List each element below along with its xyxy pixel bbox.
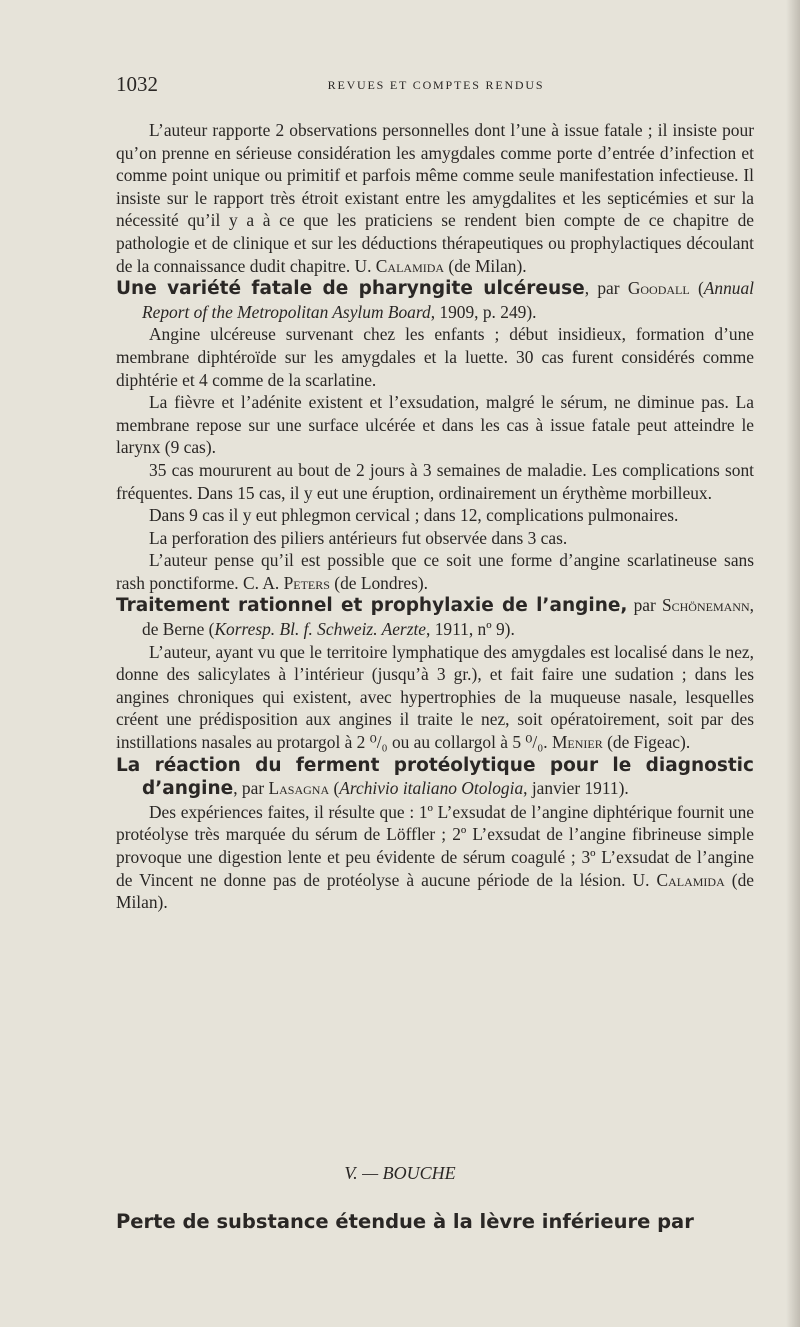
text-run: L’auteur, ayant vu que le territoire lymphatique des amygdales est localisé dans le nez, donne des salicylates à l’intérieur (jusqu’à 3 gr.), et fait faire une sudation ; dans les angines chroniques qui existent, avec hypertrophies de la muqueuse nasale, lesquelles créent une prédisposition aux angines il traite le nez, soit opératoirement, soit par des instillations nasales au protargol à 2 ⁰/₀ ou au collargol à 5 ⁰/₀.	[116, 641, 754, 753]
page-edge-shadow	[786, 0, 800, 1327]
text-run: , par	[233, 778, 269, 799]
journal-title: Korresp. Bl. f. Schweiz. Aerzte	[214, 619, 427, 640]
entry-title-text: Traitement rationnel et prophylaxie de l’angine,	[116, 595, 628, 617]
body-paragraph	[116, 459, 754, 504]
body-paragraph	[116, 323, 754, 391]
text-run: , de Berne (	[142, 595, 754, 640]
text-run: Angine ulcéreuse survenant chez les enfants ; début insidieux, formation d’une membrane diphtéroïde sur les amygdales et la luette. 30 cas furent considérés comme diphtérie et 4 comme de la scarlatine.	[116, 324, 754, 390]
section-title: BOUCHE	[382, 1163, 456, 1183]
author-name: U. Calamida	[354, 255, 445, 276]
body-paragraph	[116, 391, 754, 459]
section-dash: —	[362, 1163, 379, 1183]
text-run: , 1911, nº 9).	[426, 619, 515, 640]
text-run: La perforation des piliers antérieurs fut observée dans 3 cas.	[149, 527, 568, 548]
body-paragraph	[116, 641, 754, 754]
author-name: Menier	[551, 732, 603, 753]
journal-title: Archivio italiano Otologia	[339, 778, 524, 799]
text-run: (de Milan).	[116, 869, 754, 913]
entry-title-paragraph	[116, 754, 754, 801]
text-run: L’auteur rapporte 2 observations personnelles dont l’une à issue fatale ; il insiste pour qu’on prenne en sérieuse considération les amygdales comme porte d’entrée d’infection et comme point unique ou primitif et parfois même comme seule manifestation infectieuse. Il insiste sur le rapport très étroit existant entre les amygdalites et les septicémies et sur la nécessité qu’il y a à ce que les praticiens se rendent bien compte de ce chapitre de pathologie et de clinique et sur les déductions thérapeutiques ou prophylactiques découlant de la connaissance dudit chapitre.	[116, 120, 754, 276]
author-name: Goodall	[627, 278, 690, 299]
entry-title-paragraph	[116, 277, 754, 323]
author-name: C. A. Peters	[243, 572, 330, 593]
author-name: Lasagna	[268, 778, 330, 799]
body-paragraph	[116, 549, 754, 594]
page-header	[116, 72, 756, 102]
text-run: par	[627, 595, 662, 616]
text-run: 35 cas moururent au bout de 2 jours à 3 semaines de maladie. Les complications sont fréquentes. Dans 15 cas, il y eut une éruption, ordinairement un érythème morbilleux.	[116, 459, 754, 503]
body-paragraph	[116, 801, 754, 914]
entry-title-paragraph	[116, 594, 754, 640]
body-paragraph	[116, 504, 754, 527]
author-name: U. Calamida	[632, 869, 725, 890]
text-run: L’auteur pense qu’il est possible que ce soit une forme d’angine scarlatineuse sans rash ponctiforme.	[116, 550, 754, 593]
body-paragraph	[116, 527, 754, 550]
section-numeral: V.	[344, 1163, 358, 1183]
author-name: Schönemann	[661, 595, 750, 616]
body-paragraph	[116, 119, 754, 277]
text-run: Dans 9 cas il y eut phlegmon cervical ; dans 12, complications pulmonaires.	[149, 505, 679, 526]
text-run: Des expériences faites, il résulte que : 1º L’exsudat de l’angine diphtérique fournit une protéolyse très marquée du sérum de Löffler ; 2º L’exsudat de l’angine fibrineuse simple provoque une digestion lente et peu évidente de sérum coagulé ; 3º L’exsudat de l’angine de Vincent ne donne pas de protéolyse à aucune période de la lésion.	[116, 801, 754, 890]
text-run: , 1909, p. 249).	[430, 301, 537, 322]
text-run: (de Figeac).	[602, 732, 691, 753]
entry-title-text: La réaction du ferment protéolytique pour le diagnostic d’angine	[116, 754, 754, 800]
journal-title: Annual Report of the Metropolitan Asylum Board	[142, 278, 755, 322]
article-body	[116, 119, 754, 914]
section-heading	[0, 1163, 800, 1184]
text-run: La fièvre et l’adénite existent et l’exsudation, malgré le sérum, ne diminue pas. La membrane repose sur une surface ulcérée et dans les cas à issue fatale peut atteindre le larynx (9 cas).	[116, 392, 754, 458]
text-run: (de Milan).	[444, 255, 527, 276]
entry-title-text: Une variété fatale de pharyngite ulcéreuse	[116, 278, 585, 300]
text-run: (	[329, 778, 340, 799]
text-run: , par	[584, 278, 628, 299]
text-run: (	[689, 278, 704, 299]
text-run: , janvier 1911).	[523, 778, 629, 799]
next-entry-title: Perte de substance étendue à la lèvre inférieure par	[116, 1210, 694, 1233]
text-run: (de Londres).	[329, 572, 428, 593]
page-number: 1032	[116, 72, 158, 96]
running-head: REVUES ET COMPTES RENDUS	[327, 78, 545, 92]
